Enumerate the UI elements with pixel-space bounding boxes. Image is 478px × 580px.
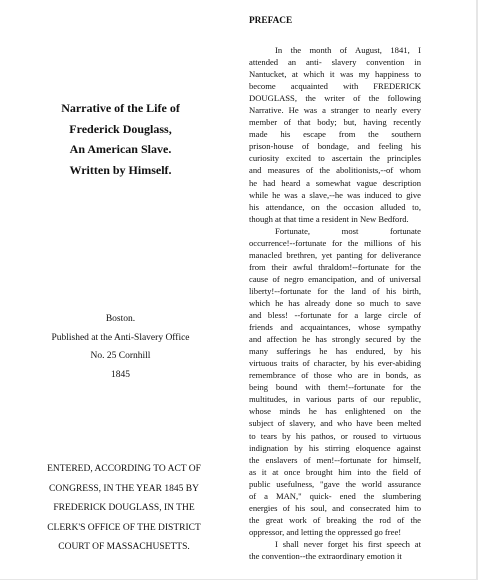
preface-line: Narrative. He was a stranger to nearly every (249, 105, 421, 116)
preface-line: his attendance, on the occasion alluded to, (249, 201, 421, 212)
preface-line: oppressor, and letting the oppressed go free! (249, 526, 402, 537)
preface-line: many sufferings he has endured, by his (249, 346, 421, 357)
preface-line: the great work of breaking the rod of the (249, 514, 421, 525)
book-title-line: Frederick Douglass, (69, 121, 172, 136)
preface-line: Nantucket, at which it was my happiness to (249, 69, 421, 80)
publication-info (8, 310, 233, 384)
book-title-line: Narrative of the Life of (61, 101, 180, 115)
preface-line: I shall never forget his first speech at (275, 538, 421, 549)
preface-line: occurrence!--fortunate for the millions of his (249, 237, 421, 248)
preface-heading: PREFACE (249, 16, 293, 26)
preface-column (249, 15, 421, 562)
book-title-line: An American Slave. (69, 142, 172, 156)
preface-line: the convention--the extraordinary emotion it (249, 550, 402, 561)
preface-line: being bound with them!--fortunate for the (249, 382, 421, 393)
preface-line: and bless! --fortunate for a large circle of (249, 310, 421, 321)
preface-line: made his escape from the southern (249, 129, 421, 140)
preface-line: energies of his soul, and consecrated him to (249, 502, 421, 513)
preface-line: virtuous traits of character, by his ever-abiding (249, 358, 421, 369)
preface-line: attended an anti- slavery convention in (249, 57, 421, 68)
preface-line: become acquainted with FREDERICK (249, 81, 421, 92)
preface-line: DOUGLASS, the writer of the following (249, 93, 421, 104)
preface-line: multitudes, in various parts of our republic, (249, 394, 421, 405)
preface-line: from their awful thraldom!--fortunate for the (249, 261, 421, 272)
preface-line: Fortunate, most fortunate (275, 225, 421, 236)
preface-line: as it at once brought him into the field of (249, 466, 421, 477)
copyright-line: COURT OF MASSACHUSETTS. (58, 542, 190, 552)
preface-line: liberty!--fortunate for the land of his birth, (249, 285, 421, 296)
preface-line: though at that time a resident in New Bedford. (249, 213, 409, 224)
preface-line: member of that body; but, having recently (249, 117, 421, 128)
preface-body (249, 44, 421, 562)
preface-line: manacled brethren, yet panting for deliverance (249, 249, 421, 260)
copyright-line: ENTERED, ACCORDING TO ACT OF (47, 464, 201, 474)
publisher: Published at the Anti-Slavery Office (51, 332, 190, 343)
preface-line: curiosity excited to ascertain the principles (249, 153, 421, 164)
copyright-line: FREDERICK DOUGLASS, IN THE (53, 503, 195, 513)
copyright-notice (8, 460, 240, 558)
preface-line: prison-house of bondage, and feeling his (249, 141, 421, 152)
preface-line: In the month of August, 1841, I (275, 45, 421, 55)
publisher-address: No. 25 Cornhill (90, 351, 151, 361)
preface-line: to tears by his pathos, or roused to virtuous (249, 430, 421, 441)
preface-line: public usefulness, "gave the world assurance (249, 478, 421, 489)
preface-line: and affection he has strongly secured by the (249, 334, 421, 345)
book-title (8, 98, 233, 180)
publication-year: 1845 (111, 369, 130, 380)
book-title-line: Written by Himself. (69, 162, 172, 177)
preface-line: which he has already done so much to save (249, 297, 421, 308)
preface-line: he had heard a somewhat vague description (249, 177, 421, 188)
preface-line: and measures of the abolitionists,--of whom (249, 165, 421, 176)
preface-line: of a MAN," quick- ened the slumbering (249, 490, 421, 501)
preface-line: indignation by his stirring eloquence against (249, 442, 421, 453)
title-page-column (0, 0, 236, 580)
preface-line: while he was a slave,--he was induced to give (249, 189, 421, 200)
preface-line: subject of slavery, and who have been melted (249, 418, 421, 429)
copyright-line: CONGRESS, IN THE YEAR 1845 BY (49, 483, 199, 494)
preface-line: remembrance of those who are in bonds, as (249, 370, 421, 381)
preface-line: cause of negro emancipation, and of universal (249, 273, 421, 284)
preface-line: whose minds he has enlightened on the (249, 406, 421, 417)
preface-line: the enslavers of men!--fortunate for himself, (249, 454, 421, 465)
preface-line: friends and acquaintances, whose sympathy (249, 322, 421, 333)
copyright-line: CLERK'S OFFICE OF THE DISTRICT (47, 522, 201, 533)
publication-city: Boston. (105, 314, 136, 324)
